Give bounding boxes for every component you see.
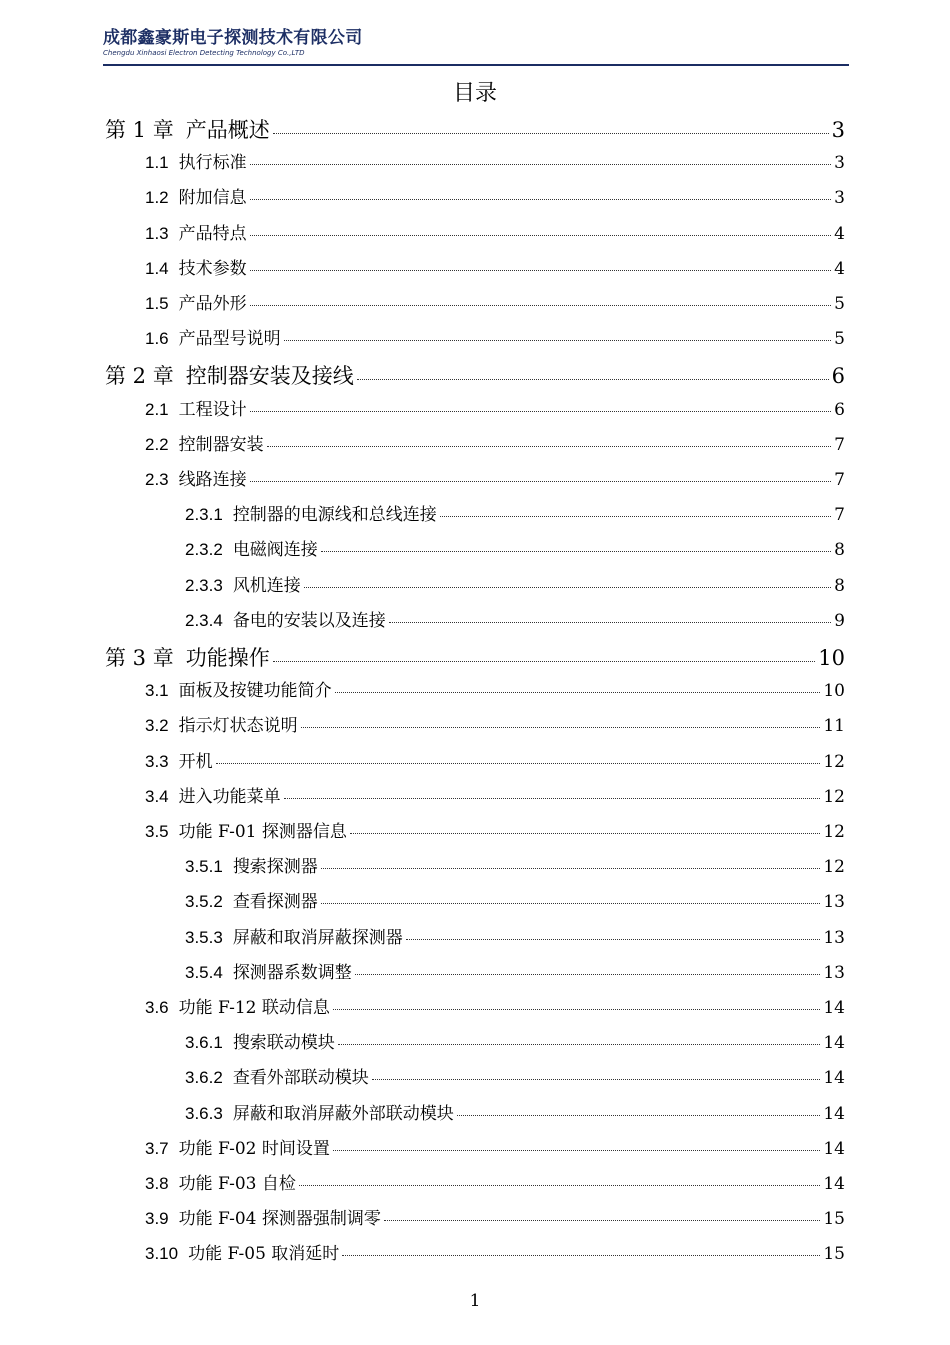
toc-entry-page: 10 <box>818 646 845 670</box>
toc-entry-page: 4 <box>834 258 845 279</box>
toc-entry-title: 屏蔽和取消屏蔽外部联动模块 <box>232 1103 454 1124</box>
toc-leader-dots <box>372 1078 821 1080</box>
toc-entry-page: 14 <box>823 1033 845 1054</box>
toc-entry-number: 3.6.2 <box>185 1068 223 1088</box>
toc-leader-dots <box>250 198 832 200</box>
toc-entry-title: 线路连接 <box>178 470 247 490</box>
toc-entry-page: 5 <box>834 294 845 314</box>
toc-entry-level1[interactable] <box>105 361 845 391</box>
toc-entry-number: 第 1 章 <box>105 118 174 142</box>
toc-entry-page: 10 <box>823 681 845 702</box>
toc-entry-level3[interactable] <box>185 608 845 634</box>
toc-entry-level3[interactable] <box>185 537 845 563</box>
toc-entry-level3[interactable] <box>185 1101 845 1127</box>
toc-leader-dots <box>273 660 816 662</box>
toc-entry-page: 3 <box>831 118 845 142</box>
toc-entry-title: 产品型号说明 <box>178 329 281 350</box>
toc-entry-level2[interactable] <box>145 256 845 282</box>
toc-entry-page: 3 <box>834 153 845 174</box>
toc-entry-page: 9 <box>834 610 845 631</box>
toc-entry-page: 14 <box>823 998 845 1018</box>
toc-entry-level3[interactable] <box>185 960 845 986</box>
toc-entry-number: 3.8 <box>145 1174 169 1193</box>
toc-entry-level2[interactable] <box>145 150 845 176</box>
toc-entry-page: 13 <box>823 927 845 948</box>
toc-entry-page: 6 <box>834 399 845 420</box>
toc-entry-page: 3 <box>834 188 845 209</box>
toc-entry-level3[interactable] <box>185 889 845 915</box>
toc-entry-title: 功能 F-01 探测器信息 <box>178 822 347 842</box>
toc-entry-number: 1.1 <box>145 153 169 173</box>
toc-entry-level2[interactable] <box>145 784 845 810</box>
toc-entry-title: 功能操作 <box>185 646 270 670</box>
toc-entry-number: 3.4 <box>145 786 169 806</box>
toc-entry-number: 3.3 <box>145 751 169 771</box>
toc-entry-title: 功能 F-02 时间设置 <box>178 1138 330 1159</box>
toc-leader-dots <box>338 1043 821 1045</box>
toc-entry-level3[interactable] <box>185 573 845 599</box>
header-divider <box>103 64 849 66</box>
toc-entry-title: 产品特点 <box>178 223 247 244</box>
toc-entry-page: 12 <box>823 786 845 807</box>
toc-entry-title: 搜索探测器 <box>232 857 318 878</box>
toc-entry-number: 3.5.3 <box>185 927 223 947</box>
toc-entry-page: 12 <box>823 822 845 842</box>
toc-entry-title: 工程设计 <box>178 399 247 420</box>
toc-entry-level2[interactable] <box>145 185 845 211</box>
toc-entry-title: 产品概述 <box>185 118 270 142</box>
toc-entry-number: 1.6 <box>145 329 169 349</box>
toc-leader-dots <box>273 132 829 134</box>
toc-entry-page: 7 <box>834 434 845 455</box>
toc-entry-level2[interactable] <box>145 467 845 493</box>
toc-entry-level2[interactable] <box>145 995 845 1021</box>
toc-entry-title: 功能 F-04 探测器强制调零 <box>178 1209 381 1230</box>
toc-entry-number: 3.6.3 <box>185 1103 223 1123</box>
toc-leader-dots <box>333 1008 821 1010</box>
toc-leader-dots <box>250 410 832 412</box>
toc-entry-title: 控制器的电源线和总线连接 <box>232 505 437 526</box>
toc-entry-number: 2.3.3 <box>185 575 223 595</box>
toc-entry-level2[interactable] <box>145 432 845 458</box>
toc-entry-level2[interactable] <box>145 678 845 704</box>
toc-entry-number: 2.3.2 <box>185 540 223 560</box>
toc-entry-level2[interactable] <box>145 1241 845 1267</box>
toc-leader-dots <box>304 586 831 588</box>
toc-entry-number: 3.5.1 <box>185 857 223 877</box>
toc-entry-page: 7 <box>834 505 845 526</box>
toc-leader-dots <box>321 867 821 869</box>
toc-entry-number: 第 3 章 <box>105 646 174 670</box>
toc-entry-title: 电磁阀连接 <box>232 540 318 561</box>
toc-entry-number: 1.5 <box>145 294 169 313</box>
toc-entry-page: 11 <box>823 716 845 737</box>
toc-leader-dots <box>267 445 832 447</box>
toc-entry-title: 备电的安装以及连接 <box>232 610 386 631</box>
toc-entry-level2[interactable] <box>145 326 845 352</box>
toc-entry-page: 15 <box>823 1244 845 1265</box>
company-name-cn: 成都鑫豪斯电子探测技术有限公司 <box>103 28 363 48</box>
toc-entry-level2[interactable] <box>145 819 845 845</box>
toc-entry-level2[interactable] <box>145 221 845 247</box>
toc-entry-title: 风机连接 <box>232 575 301 596</box>
page-number: 1 <box>469 1291 481 1311</box>
company-name-en: Chengdu Xinhaosi Electron Detecting Technology Co.,LTD <box>103 49 305 57</box>
toc-entry-level3[interactable] <box>185 502 845 528</box>
toc-entry-number: 3.6 <box>145 998 169 1017</box>
toc-entry-title: 功能 F-03 自检 <box>178 1174 296 1194</box>
toc-leader-dots <box>321 902 821 904</box>
toc-entry-title: 屏蔽和取消屏蔽探测器 <box>232 927 403 948</box>
toc-leader-dots <box>250 234 832 236</box>
toc-entry-level2[interactable] <box>145 1171 845 1197</box>
toc-leader-dots <box>250 163 832 165</box>
toc-leader-dots <box>355 973 821 975</box>
toc-entry-page: 15 <box>823 1209 845 1230</box>
toc-entry-page: 14 <box>823 1068 845 1089</box>
toc-entry-number: 第 2 章 <box>105 364 174 389</box>
toc-entry-title: 指示灯状态说明 <box>178 716 298 737</box>
toc-entry-title: 面板及按键功能简介 <box>178 681 332 702</box>
toc-leader-dots <box>457 1114 821 1116</box>
toc-entry-level2[interactable] <box>145 1136 845 1162</box>
toc-entry-number: 3.9 <box>145 1209 169 1229</box>
toc-entry-level3[interactable] <box>185 1030 845 1056</box>
toc-entry-level2[interactable] <box>145 291 845 317</box>
toc-entry-number: 2.3.1 <box>185 505 223 525</box>
toc-entry-number: 2.3.4 <box>185 610 223 630</box>
toc-entry-number: 2.1 <box>145 399 169 419</box>
toc-leader-dots <box>384 1219 821 1221</box>
toc-entry-level2[interactable] <box>145 713 845 739</box>
toc-entry-title: 查看外部联动模块 <box>232 1068 369 1089</box>
toc-entry-title: 控制器安装 <box>178 434 264 455</box>
toc-entry-number: 3.1 <box>145 681 169 701</box>
toc-entry-page: 5 <box>834 329 845 350</box>
toc-entry-level2[interactable] <box>145 1206 845 1232</box>
toc-leader-dots <box>406 938 821 940</box>
toc-entry-number: 1.3 <box>145 223 169 243</box>
toc-leader-dots <box>216 762 821 764</box>
toc-entry-level3[interactable] <box>185 925 845 951</box>
toc-entry-number: 3.5 <box>145 822 169 841</box>
toc-entry-number: 2.2 <box>145 434 169 454</box>
toc-entry-title: 技术参数 <box>178 258 247 279</box>
toc-leader-dots <box>350 832 821 834</box>
toc-leader-dots <box>357 378 829 380</box>
toc-entry-level1[interactable] <box>105 643 845 673</box>
toc-entry-level2[interactable] <box>145 397 845 423</box>
toc-entry-number: 3.7 <box>145 1138 169 1158</box>
toc-entry-title: 搜索联动模块 <box>232 1033 335 1054</box>
toc-entry-level2[interactable] <box>145 749 845 775</box>
toc-leader-dots <box>335 691 821 693</box>
toc-entry-page: 8 <box>834 575 845 596</box>
toc-leader-dots <box>440 515 831 517</box>
toc-leader-dots <box>389 621 831 623</box>
toc-leader-dots <box>342 1254 820 1256</box>
toc-entry-title: 查看探测器 <box>232 892 318 913</box>
toc-leader-dots <box>284 339 832 341</box>
toc-leader-dots <box>250 480 832 482</box>
toc-entry-title: 功能 F-12 联动信息 <box>178 998 330 1018</box>
toc-entry-number: 3.6.1 <box>185 1033 223 1053</box>
toc-entry-page: 13 <box>823 892 845 913</box>
toc-entry-title: 控制器安装及接线 <box>185 364 354 389</box>
toc-leader-dots <box>333 1149 821 1151</box>
toc-entry-level1[interactable] <box>105 115 845 145</box>
toc-entry-title: 探测器系数调整 <box>232 962 352 983</box>
toc-entry-title: 执行标准 <box>178 153 247 174</box>
toc-entry-number: 1.4 <box>145 258 169 278</box>
toc-entry-number: 3.5.2 <box>185 892 223 912</box>
toc-entry-page: 8 <box>834 540 845 561</box>
toc-entry-page: 12 <box>823 751 845 772</box>
toc-entry-level3[interactable] <box>185 1065 845 1091</box>
toc-entry-number: 2.3 <box>145 470 169 489</box>
toc-entry-title: 产品外形 <box>178 294 247 314</box>
toc-leader-dots <box>301 726 821 728</box>
toc-entry-number: 3.5.4 <box>185 962 223 982</box>
toc-entry-page: 13 <box>823 962 845 983</box>
toc-title: 目录 <box>452 81 497 106</box>
toc-entry-page: 14 <box>823 1174 845 1194</box>
toc-entry-number: 3.10 <box>145 1244 179 1264</box>
toc-entry-page: 7 <box>834 470 845 490</box>
toc-leader-dots <box>250 304 832 306</box>
toc-entry-title: 开机 <box>178 751 213 772</box>
toc-leader-dots <box>299 1184 821 1186</box>
toc-leader-dots <box>284 797 821 799</box>
toc-leader-dots <box>321 550 831 552</box>
toc-entry-page: 6 <box>831 364 845 389</box>
toc-entry-page: 12 <box>823 857 845 878</box>
toc-entry-title: 附加信息 <box>178 188 247 209</box>
toc-entry-page: 14 <box>823 1103 845 1124</box>
page-header <box>103 28 849 58</box>
toc-entry-title: 进入功能菜单 <box>178 786 281 807</box>
toc-entry-number: 1.2 <box>145 188 169 208</box>
toc-leader-dots <box>250 269 832 271</box>
toc-entry-level3[interactable] <box>185 854 845 880</box>
toc-entry-page: 4 <box>834 223 845 244</box>
toc-entry-title: 功能 F-05 取消延时 <box>188 1244 340 1265</box>
toc-entry-number: 3.2 <box>145 716 169 736</box>
toc-entry-page: 14 <box>823 1138 845 1159</box>
